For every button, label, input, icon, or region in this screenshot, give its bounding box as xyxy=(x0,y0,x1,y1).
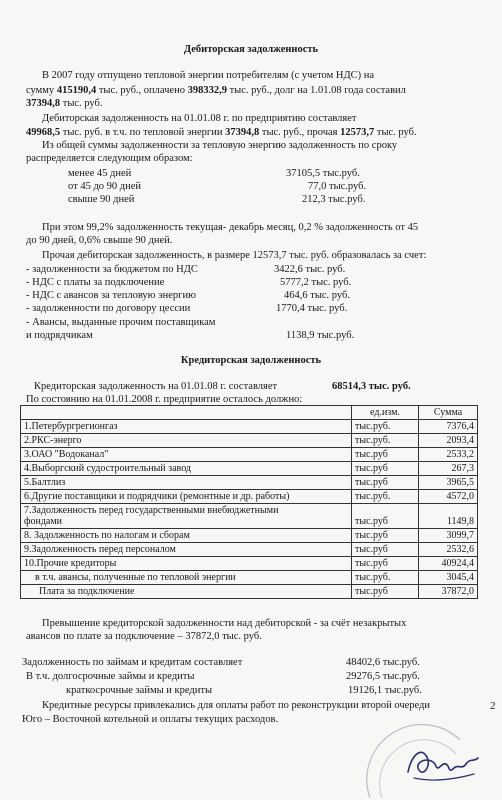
table-row: 10.Прочие кредиторы тыс.руб 40924,4 xyxy=(21,557,478,571)
table-row: 2.РКС-энерго тыс.руб. 2093,4 xyxy=(21,434,478,448)
table-row: 1.Петербургрегионгаз тыс.руб. 7376,4 xyxy=(21,420,478,434)
term-label: от 45 до 90 дней xyxy=(68,181,142,192)
debit-p3-line2: до 90 дней, 0,6% свыше 90 дней. xyxy=(26,235,173,246)
debit-p2-line3: Из общей суммы задолженности за тепловую энергию задолженность по сроку xyxy=(42,140,398,151)
other-value: 1138,9 тыс.руб. xyxy=(286,330,355,341)
table-row: 3.ОАО "Водоканал" тыс.руб 2533,2 xyxy=(21,448,478,462)
other-value: 464,6 тыс. руб. xyxy=(284,290,350,301)
term-label: менее 45 дней xyxy=(68,168,132,179)
loans-label: краткосрочные займы и кредиты xyxy=(66,685,213,696)
other-label: и подрядчикам xyxy=(26,330,93,341)
credit-title: Кредиторская задолженность xyxy=(180,355,322,366)
credit-total: 68514,3 тыс. руб. xyxy=(332,381,411,392)
debit-title: Дебиторская задолженность xyxy=(183,44,319,55)
debit-debt-sum: 37394,8 xyxy=(26,98,61,109)
table-row: 5.Балтлиз тыс.руб 3965,5 xyxy=(21,476,478,490)
table-row: 9.Задолженность перед персоналом тыс.руб 2532,6 xyxy=(21,543,478,557)
table-row: 7.Задолженность перед государственными внебюджетными фондами тыс.руб 1149,8 xyxy=(21,504,478,529)
other-label: - НДС с авансов за тепловую энергию xyxy=(26,290,196,301)
credit-intro: Кредиторская задолженность на 01.01.08 г. составляет xyxy=(34,381,278,392)
credit-intro2: По состоянию на 01.01.2008 г. предприятие осталось должно: xyxy=(26,394,303,405)
debit-p4: Прочая дебиторская задолженность, в размере 12573,7 тыс. руб. образовалась за счет: xyxy=(42,250,427,261)
other-label: - Авансы, выданные прочим поставщикам xyxy=(26,317,216,328)
debit-p1-line3: 37394,8 тыс. руб. xyxy=(26,98,103,109)
final-line2: Юго – Восточной котельной и оплаты текущих расходов. xyxy=(22,714,279,725)
creditors-table xyxy=(20,405,478,599)
term-value: 37105,5 тыс.руб. xyxy=(286,168,360,179)
loans-value: 48402,6 тыс.руб. xyxy=(346,657,420,668)
signature-icon xyxy=(402,738,482,788)
other-value: 1770,4 тыс. руб. xyxy=(276,303,348,314)
loans-label: Задолженность по займам и кредитам составляет xyxy=(22,657,243,668)
table-row: Плата за подключение тыс.руб 37872,0 xyxy=(21,585,478,599)
debit-p2-line2: 49968,5 тыс. руб. в т.ч. по тепловой энергии 37394,8 тыс. руб., прочая 12573,7 тыс. руб. xyxy=(26,127,417,138)
term-value: 77,0 тыс.руб. xyxy=(308,181,367,192)
loans-value: 19126,1 тыс.руб. xyxy=(348,685,422,696)
debit-p2-line4: распределяется следующим образом: xyxy=(26,153,193,164)
term-value: 212,3 тыс.руб. xyxy=(302,194,366,205)
table-row: 8. Задолженность по налогам и сборам тыс.руб 3099,7 xyxy=(21,529,478,543)
debit-released-sum: 415190,4 xyxy=(56,85,97,96)
other-label: - НДС с платы за подключение xyxy=(26,277,165,288)
table-row: 4.Выборгский судостроительный завод тыс.руб 267,3 xyxy=(21,462,478,476)
table-header-cell xyxy=(21,406,352,420)
debit-p1-line1: В 2007 году отпущено тепловой энергии потребителям (с учетом НДС) на xyxy=(42,70,375,81)
table-header-cell: Сумма xyxy=(419,406,478,420)
other-value: 5777,2 тыс. руб. xyxy=(280,277,352,288)
table-header-row xyxy=(21,406,478,420)
table-header-cell: ед.изм. xyxy=(352,406,419,420)
debit-paid-sum: 398332,9 xyxy=(187,85,227,96)
term-label: свыше 90 дней xyxy=(68,194,135,205)
debit-p2-line1: Дебиторская задолженность на 01.01.08 г. по предприятию составляет xyxy=(42,113,357,124)
debit-p1-line2: сумму 415190,4 тыс. руб., оплачено 398332,9 тыс. руб., долг на 1.01.08 года составил xyxy=(26,85,406,96)
excess-line1: Превышение кредиторской задолженности над дебиторской - за счёт незакрытых xyxy=(42,618,407,629)
loans-label: В т.ч. долгосрочные займы и кредиты xyxy=(26,671,195,682)
excess-line2: авансов по плате за подключение – 37872,0 тыс. руб. xyxy=(26,631,262,642)
other-label: - задолженности по договору цессии xyxy=(26,303,191,314)
other-label: - задолженности за бюджетом по НДС xyxy=(26,264,198,275)
table-row: 6.Другие поставщики и подрядчики (ремонтные и др. работы) тыс.руб. 4572,0 xyxy=(21,490,478,504)
final-line1: Кредитные ресурсы привлекались для оплаты работ по реконструкции второй очереди xyxy=(42,700,430,711)
other-value: 3422,6 тыс. руб. xyxy=(274,264,346,275)
loans-value: 29276,5 тыс.руб. xyxy=(346,671,420,682)
page-number: 2 xyxy=(490,700,496,712)
debit-p3-line1: При этом 99,2% задолженность текущая- декабрь месяц, 0,2 % задолженность от 45 xyxy=(42,222,419,233)
table-row: в т.ч. авансы, полученные по тепловой энергии тыс.руб. 3045,4 xyxy=(21,571,478,585)
